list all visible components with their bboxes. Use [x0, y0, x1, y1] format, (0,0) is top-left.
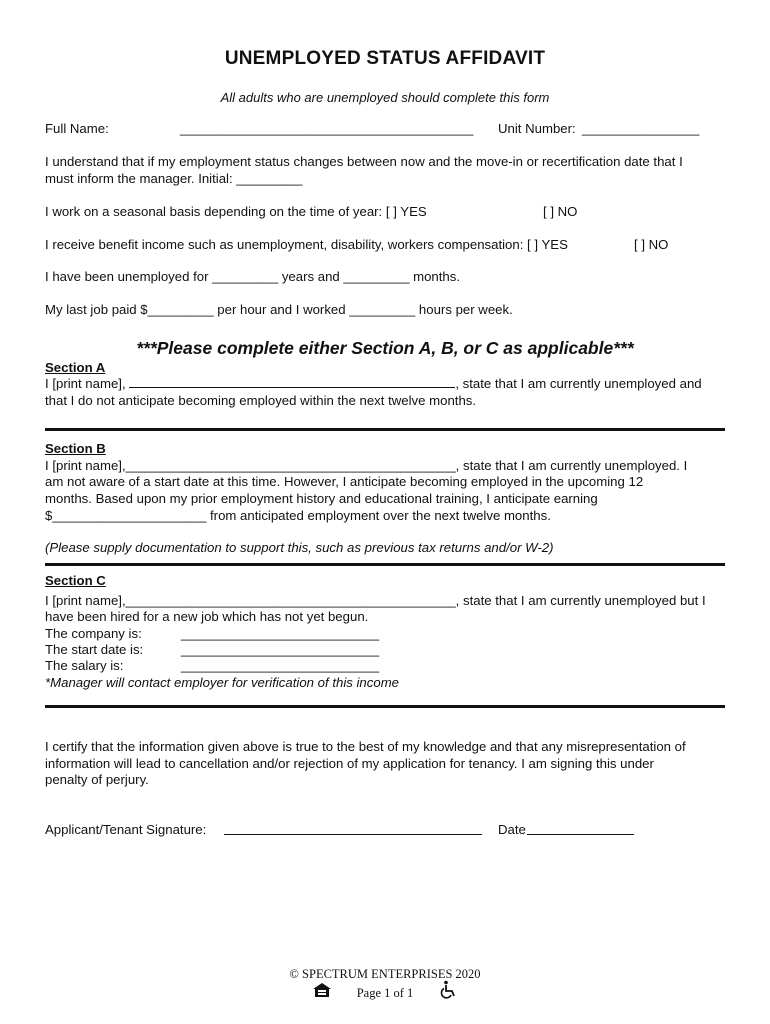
section-c-line1: I [print name],_____________________________________________, state that I am currently unemployed but I	[45, 593, 706, 608]
section-a-name-field[interactable]	[129, 376, 455, 388]
page-subtitle: All adults who are unemployed should complete this form	[220, 90, 550, 105]
date-field[interactable]	[527, 834, 634, 835]
benefit-no-checkbox[interactable]: [ ] NO	[634, 237, 669, 252]
page-title: UNEMPLOYED STATUS AFFIDAVIT	[224, 48, 546, 69]
page-number: Page 1 of 1	[356, 986, 414, 1000]
certification-line3: penalty of perjury.	[45, 772, 149, 787]
section-a-label: Section A	[45, 360, 106, 375]
copyright-footer: © SPECTRUM ENTERPRISES 2020	[289, 967, 481, 981]
section-instructions: ***Please complete either Section A, B, or C as applicable***	[136, 338, 634, 358]
divider	[45, 428, 725, 431]
section-a-prefix: I [print name],	[45, 376, 126, 391]
unit-number-field[interactable]: ________________	[582, 121, 700, 136]
signature-field[interactable]	[224, 834, 482, 835]
equal-housing-icon	[312, 982, 332, 998]
section-c-label: Section C	[45, 573, 106, 588]
certification-line2: information will lead to cancellation and/or rejection of my application for tenancy. I am signing this under	[45, 756, 654, 771]
date-label: Date	[498, 822, 526, 837]
section-b-label: Section B	[45, 441, 106, 456]
section-b-line2: am not aware of a start date at this time. However, I anticipate becoming employed in the upcoming 12	[45, 474, 644, 489]
section-b-line3: months. Based upon my prior employment history and educational training, I anticipate earning	[45, 491, 598, 506]
status-change-line1: I understand that if my employment status changes between now and the move-in or recertification date that I	[45, 154, 683, 169]
divider	[45, 563, 725, 566]
start-date-field[interactable]: ___________________________	[181, 642, 380, 657]
section-b-note: (Please supply documentation to support this, such as previous tax returns and/or W-2)	[45, 540, 554, 555]
seasonal-no-checkbox[interactable]: [ ] NO	[543, 204, 578, 219]
salary-label: The salary is:	[45, 658, 124, 673]
start-date-label: The start date is:	[45, 642, 144, 657]
signature-label: Applicant/Tenant Signature:	[45, 822, 207, 837]
seasonal-question: I work on a seasonal basis depending on the time of year: [ ] YES	[45, 204, 427, 219]
section-b-line4: $_____________________ from anticipated employment over the next twelve months.	[45, 508, 551, 523]
salary-field[interactable]: ___________________________	[181, 658, 380, 673]
company-label: The company is:	[45, 626, 142, 641]
section-b-line1: I [print name],_____________________________________________, state that I am currently unemployed. I	[45, 458, 688, 473]
benefit-question: I receive benefit income such as unemployment, disability, workers compensation: [ ] YES	[45, 237, 568, 252]
status-change-line2: must inform the manager. Initial: _________	[45, 171, 303, 186]
section-a-suffix: , state that I am currently unemployed and	[455, 376, 702, 391]
certification-line1: I certify that the information given above is true to the best of my knowledge and that any misrepresentation of	[45, 739, 686, 754]
section-a-line2: that I do not anticipate becoming employed within the next twelve months.	[45, 393, 477, 408]
section-a-line1	[45, 376, 702, 391]
divider	[45, 705, 725, 708]
section-c-note: *Manager will contact employer for verification of this income	[45, 675, 400, 690]
last-job-pay: My last job paid $_________ per hour and I worked _________ hours per week.	[45, 302, 513, 317]
section-c-line2: have been hired for a new job which has not yet begun.	[45, 609, 369, 624]
full-name-label: Full Name:	[45, 121, 109, 136]
full-name-field[interactable]: ________________________________________	[180, 121, 474, 136]
unit-number-label: Unit Number:	[498, 121, 576, 136]
wheelchair-accessibility-icon	[440, 980, 458, 1000]
unemployed-duration: I have been unemployed for _________ years and _________ months.	[45, 269, 460, 284]
company-field[interactable]: ___________________________	[181, 626, 380, 641]
